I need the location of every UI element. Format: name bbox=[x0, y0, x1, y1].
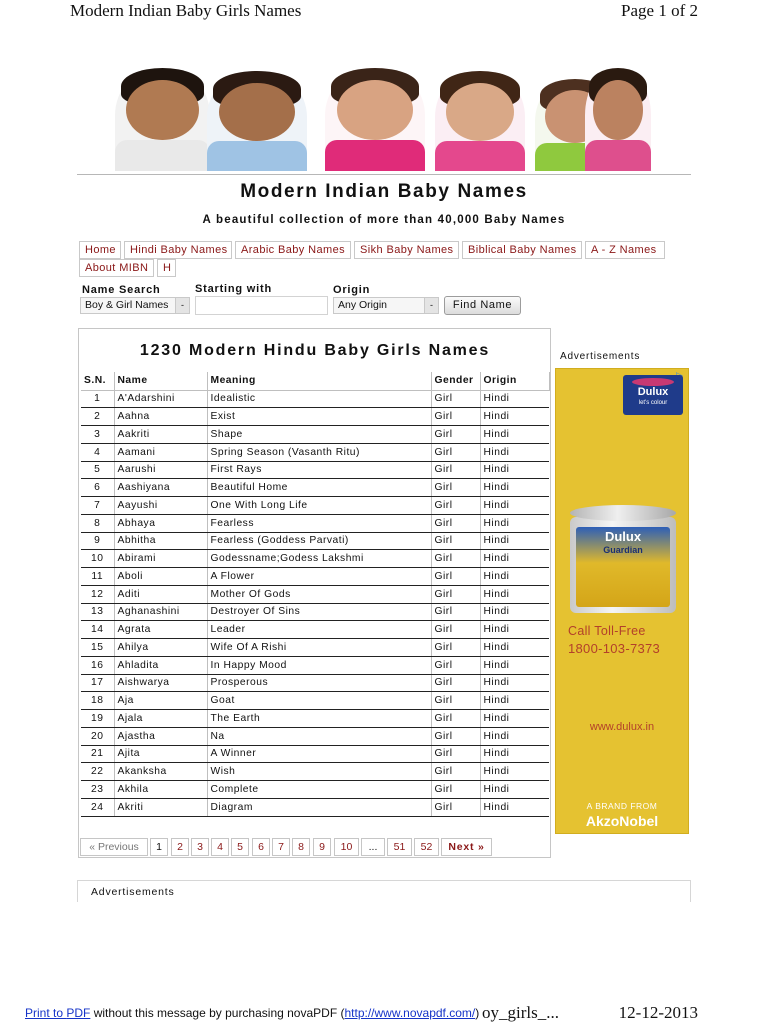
cell-meaning: Beautiful Home bbox=[207, 479, 431, 497]
cell-origin: Hindi bbox=[480, 514, 549, 532]
names-table bbox=[81, 372, 550, 817]
cell-sn: 22 bbox=[81, 763, 114, 781]
cell-name: Aboli bbox=[114, 568, 207, 586]
paint-can-image bbox=[570, 505, 676, 613]
novapdf-url-link[interactable]: http://www.novapdf.com/ bbox=[344, 1006, 476, 1020]
table-row bbox=[81, 763, 549, 781]
site-title: Modern Indian Baby Names bbox=[240, 181, 528, 202]
table-row bbox=[81, 621, 549, 639]
cell-name: Aakriti bbox=[114, 426, 207, 444]
cell-sn: 19 bbox=[81, 710, 114, 728]
table-row bbox=[81, 390, 549, 408]
cell-sn: 16 bbox=[81, 656, 114, 674]
nav-biblical-baby-names[interactable]: Biblical Baby Names bbox=[462, 241, 582, 259]
cell-meaning: Godessname;Godess Lakshmi bbox=[207, 550, 431, 568]
cell-gender: Girl bbox=[431, 514, 480, 532]
nav-h[interactable]: H bbox=[157, 259, 176, 277]
nav-sikh-baby-names[interactable]: Sikh Baby Names bbox=[354, 241, 459, 259]
cell-name: Ahilya bbox=[114, 639, 207, 657]
table-row bbox=[81, 550, 549, 568]
cell-origin: Hindi bbox=[480, 656, 549, 674]
cell-name: A'Adarshini bbox=[114, 390, 207, 408]
cell-origin: Hindi bbox=[480, 727, 549, 745]
cell-name: Abhaya bbox=[114, 514, 207, 532]
can-product: Guardian bbox=[603, 545, 643, 555]
cell-name: Aditi bbox=[114, 585, 207, 603]
table-row bbox=[81, 710, 549, 728]
cell-gender: Girl bbox=[431, 639, 480, 657]
cell-name: Aghanashini bbox=[114, 603, 207, 621]
ad-call-text: Call Toll-Free bbox=[568, 624, 646, 638]
gender-select[interactable] bbox=[80, 297, 190, 314]
cell-sn: 13 bbox=[81, 603, 114, 621]
origin-select-value: Any Origin bbox=[338, 299, 388, 311]
cell-meaning: Spring Season (Vasanth Ritu) bbox=[207, 443, 431, 461]
cell-gender: Girl bbox=[431, 497, 480, 515]
cell-gender: Girl bbox=[431, 390, 480, 408]
cell-origin: Hindi bbox=[480, 692, 549, 710]
gender-select-value: Boy & Girl Names bbox=[85, 299, 169, 311]
table-row bbox=[81, 514, 549, 532]
cell-gender: Girl bbox=[431, 656, 480, 674]
ad-brand-from: A BRAND FROM bbox=[586, 801, 658, 811]
cell-gender: Girl bbox=[431, 727, 480, 745]
pager-page-8[interactable]: 8 bbox=[292, 838, 310, 856]
cell-sn: 24 bbox=[81, 798, 114, 816]
cell-gender: Girl bbox=[431, 568, 480, 586]
cell-sn: 14 bbox=[81, 621, 114, 639]
cell-sn: 6 bbox=[81, 479, 114, 497]
can-brand: Dulux bbox=[604, 529, 642, 544]
table-row bbox=[81, 479, 549, 497]
child-photo bbox=[325, 68, 425, 171]
cell-gender: Girl bbox=[431, 461, 480, 479]
cell-origin: Hindi bbox=[480, 443, 549, 461]
table-row bbox=[81, 781, 549, 799]
cell-gender: Girl bbox=[431, 443, 480, 461]
cell-meaning: Exist bbox=[207, 408, 431, 426]
cell-name: Ajita bbox=[114, 745, 207, 763]
cell-sn: 8 bbox=[81, 514, 114, 532]
cell-meaning: A Flower bbox=[207, 568, 431, 586]
cell-name: Aishwarya bbox=[114, 674, 207, 692]
child-photo bbox=[115, 68, 210, 171]
table-row bbox=[81, 497, 549, 515]
cell-meaning: Idealistic bbox=[207, 390, 431, 408]
site-subtitle: A beautiful collection of more than 40,000 Baby Names bbox=[202, 214, 566, 226]
cell-name: Aarushi bbox=[114, 461, 207, 479]
cell-sn: 7 bbox=[81, 497, 114, 515]
find-name-button[interactable]: Find Name bbox=[444, 296, 521, 315]
cell-meaning: Leader bbox=[207, 621, 431, 639]
pager-page-4[interactable]: 4 bbox=[211, 838, 229, 856]
print-title: Modern Indian Baby Girls Names bbox=[70, 1, 302, 20]
cell-name: Agrata bbox=[114, 621, 207, 639]
pager-page-51[interactable]: 51 bbox=[387, 838, 412, 856]
origin-select[interactable] bbox=[333, 297, 439, 314]
cell-name: Aja bbox=[114, 692, 207, 710]
pager-page-7[interactable]: 7 bbox=[272, 838, 290, 856]
ads-label: Advertisements bbox=[560, 351, 641, 362]
cell-origin: Hindi bbox=[480, 745, 549, 763]
cell-sn: 18 bbox=[81, 692, 114, 710]
table-row bbox=[81, 674, 549, 692]
bottom-ads-label: Advertisements bbox=[91, 886, 175, 898]
cell-name: Ajastha bbox=[114, 727, 207, 745]
table-row bbox=[81, 532, 549, 550]
cell-origin: Hindi bbox=[480, 763, 549, 781]
names-table-body bbox=[81, 390, 549, 816]
cell-meaning: Fearless (Goddess Parvati) bbox=[207, 532, 431, 550]
table-row bbox=[81, 798, 549, 816]
cell-name: Aashiyana bbox=[114, 479, 207, 497]
cell-sn: 9 bbox=[81, 532, 114, 550]
cell-name: Akriti bbox=[114, 798, 207, 816]
table-row bbox=[81, 692, 549, 710]
cell-origin: Hindi bbox=[480, 710, 549, 728]
table-row bbox=[81, 745, 549, 763]
pager-page-2[interactable]: 2 bbox=[171, 838, 189, 856]
pager-page-5[interactable]: 5 bbox=[231, 838, 249, 856]
origin-label: Origin bbox=[333, 284, 371, 296]
cell-origin: Hindi bbox=[480, 568, 549, 586]
cell-sn: 21 bbox=[81, 745, 114, 763]
cell-gender: Girl bbox=[431, 674, 480, 692]
cell-origin: Hindi bbox=[480, 639, 549, 657]
bottom-ads-panel bbox=[77, 880, 691, 902]
divider bbox=[77, 174, 691, 175]
cell-sn: 15 bbox=[81, 639, 114, 657]
print-footer bbox=[0, 1000, 768, 1024]
pager-page-1[interactable]: 1 bbox=[150, 838, 168, 856]
ad-phone: 1800-103-7373 bbox=[568, 641, 661, 656]
cell-origin: Hindi bbox=[480, 621, 549, 639]
pager-previous-button[interactable]: « Previous bbox=[80, 838, 148, 856]
cell-gender: Girl bbox=[431, 710, 480, 728]
column-header-origin: Origin bbox=[480, 372, 549, 390]
print-header bbox=[0, 0, 768, 26]
name-search-label: Name Search bbox=[82, 284, 161, 296]
cell-meaning: Goat bbox=[207, 692, 431, 710]
cell-gender: Girl bbox=[431, 479, 480, 497]
cell-gender: Girl bbox=[431, 798, 480, 816]
child-photo bbox=[585, 68, 651, 171]
cell-sn: 2 bbox=[81, 408, 114, 426]
table-row bbox=[81, 443, 549, 461]
starting-with-input[interactable] bbox=[195, 296, 328, 315]
nav-hindi-baby-names[interactable]: Hindi Baby Names bbox=[124, 241, 232, 259]
table-row bbox=[81, 727, 549, 745]
dulux-ad[interactable] bbox=[555, 368, 689, 834]
banner-image bbox=[115, 68, 651, 171]
cell-origin: Hindi bbox=[480, 479, 549, 497]
pager-next-button[interactable]: Next » bbox=[441, 838, 492, 856]
cell-origin: Hindi bbox=[480, 585, 549, 603]
table-header-row bbox=[81, 372, 549, 390]
cell-meaning: Wife Of A Rishi bbox=[207, 639, 431, 657]
footer-file-path: oy_girls_... bbox=[482, 1003, 559, 1022]
dulux-flourish-icon bbox=[632, 378, 674, 386]
dulux-logo bbox=[623, 375, 683, 415]
table-row bbox=[81, 639, 549, 657]
cell-gender: Girl bbox=[431, 585, 480, 603]
cell-name: Abirami bbox=[114, 550, 207, 568]
cell-origin: Hindi bbox=[480, 408, 549, 426]
cell-gender: Girl bbox=[431, 603, 480, 621]
cell-sn: 20 bbox=[81, 727, 114, 745]
cell-origin: Hindi bbox=[480, 550, 549, 568]
cell-origin: Hindi bbox=[480, 781, 549, 799]
pager-ellipsis: ... bbox=[361, 838, 385, 856]
cell-meaning: Mother Of Gods bbox=[207, 585, 431, 603]
cell-origin: Hindi bbox=[480, 603, 549, 621]
cell-gender: Girl bbox=[431, 692, 480, 710]
cell-meaning: Destroyer Of Sins bbox=[207, 603, 431, 621]
nav-home[interactable]: Home bbox=[79, 241, 121, 259]
cell-name: Aamani bbox=[114, 443, 207, 461]
cell-meaning: Prosperous bbox=[207, 674, 431, 692]
child-photo bbox=[207, 71, 307, 171]
cell-meaning: One With Long Life bbox=[207, 497, 431, 515]
cell-meaning: Wish bbox=[207, 763, 431, 781]
dulux-logo-tagline: let's colour bbox=[638, 400, 668, 406]
cell-name: Akanksha bbox=[114, 763, 207, 781]
table-row bbox=[81, 408, 549, 426]
cell-meaning: First Rays bbox=[207, 461, 431, 479]
table-row bbox=[81, 568, 549, 586]
nav-a-z-names[interactable]: A - Z Names bbox=[585, 241, 665, 259]
cell-meaning: The Earth bbox=[207, 710, 431, 728]
names-list-panel bbox=[78, 328, 551, 858]
cell-gender: Girl bbox=[431, 532, 480, 550]
cell-sn: 5 bbox=[81, 461, 114, 479]
starting-with-label: Starting with bbox=[195, 283, 273, 295]
print-page-number: Page 1 of 2 bbox=[621, 1, 698, 20]
cell-meaning: Diagram bbox=[207, 798, 431, 816]
column-header-name: Name bbox=[114, 372, 207, 390]
cell-origin: Hindi bbox=[480, 461, 549, 479]
cell-sn: 4 bbox=[81, 443, 114, 461]
cell-origin: Hindi bbox=[480, 532, 549, 550]
cell-gender: Girl bbox=[431, 621, 480, 639]
cell-gender: Girl bbox=[431, 426, 480, 444]
cell-meaning: Shape bbox=[207, 426, 431, 444]
cell-meaning: In Happy Mood bbox=[207, 656, 431, 674]
cell-sn: 1 bbox=[81, 390, 114, 408]
chevron-down-icon: - bbox=[424, 298, 438, 313]
table-row bbox=[81, 656, 549, 674]
cell-sn: 17 bbox=[81, 674, 114, 692]
chevron-down-icon: - bbox=[175, 298, 189, 313]
table-row bbox=[81, 426, 549, 444]
cell-sn: 11 bbox=[81, 568, 114, 586]
child-photo bbox=[435, 71, 525, 171]
cell-origin: Hindi bbox=[480, 426, 549, 444]
novapdf-print-link[interactable]: Print to PDF bbox=[25, 1006, 91, 1020]
cell-meaning: Complete bbox=[207, 781, 431, 799]
table-row bbox=[81, 461, 549, 479]
cell-origin: Hindi bbox=[480, 497, 549, 515]
nav-about-mibn[interactable]: About MIBN bbox=[79, 259, 154, 277]
cell-gender: Girl bbox=[431, 745, 480, 763]
column-header-gender: Gender bbox=[431, 372, 480, 390]
cell-name: Abhitha bbox=[114, 532, 207, 550]
footer-date: 12-12-2013 bbox=[618, 1003, 698, 1022]
pager-page-6[interactable]: 6 bbox=[252, 838, 270, 856]
novapdf-notice bbox=[25, 1006, 481, 1020]
pager-page-3[interactable]: 3 bbox=[191, 838, 209, 856]
table-row bbox=[81, 603, 549, 621]
nav-arabic-baby-names[interactable]: Arabic Baby Names bbox=[235, 241, 351, 259]
cell-origin: Hindi bbox=[480, 674, 549, 692]
cell-name: Aahna bbox=[114, 408, 207, 426]
cell-sn: 10 bbox=[81, 550, 114, 568]
pager-page-10[interactable]: 10 bbox=[334, 838, 359, 856]
dulux-logo-text: Dulux bbox=[637, 386, 669, 398]
cell-sn: 23 bbox=[81, 781, 114, 799]
novapdf-close-paren: ) bbox=[475, 1006, 480, 1020]
cell-name: Akhila bbox=[114, 781, 207, 799]
list-title: 1230 Modern Hindu Baby Girls Names bbox=[139, 342, 491, 359]
cell-sn: 3 bbox=[81, 426, 114, 444]
cell-name: Aayushi bbox=[114, 497, 207, 515]
pager-page-52[interactable]: 52 bbox=[414, 838, 439, 856]
column-header-meaning: Meaning bbox=[207, 372, 431, 390]
cell-origin: Hindi bbox=[480, 798, 549, 816]
table-row bbox=[81, 585, 549, 603]
cell-gender: Girl bbox=[431, 781, 480, 799]
cell-meaning: A Winner bbox=[207, 745, 431, 763]
ad-website: www.dulux.in bbox=[589, 721, 655, 733]
akzonobel-logo: AkzoNobel bbox=[585, 813, 659, 829]
cell-meaning: Fearless bbox=[207, 514, 431, 532]
cell-meaning: Na bbox=[207, 727, 431, 745]
cell-name: Ahladita bbox=[114, 656, 207, 674]
pager-page-9[interactable]: 9 bbox=[313, 838, 331, 856]
cell-gender: Girl bbox=[431, 763, 480, 781]
cell-sn: 12 bbox=[81, 585, 114, 603]
column-header-sn: S.N. bbox=[81, 372, 114, 390]
cell-name: Ajala bbox=[114, 710, 207, 728]
cell-gender: Girl bbox=[431, 408, 480, 426]
novapdf-message: without this message by purchasing novaPDF ( bbox=[90, 1006, 345, 1020]
cell-gender: Girl bbox=[431, 550, 480, 568]
cell-origin: Hindi bbox=[480, 390, 549, 408]
